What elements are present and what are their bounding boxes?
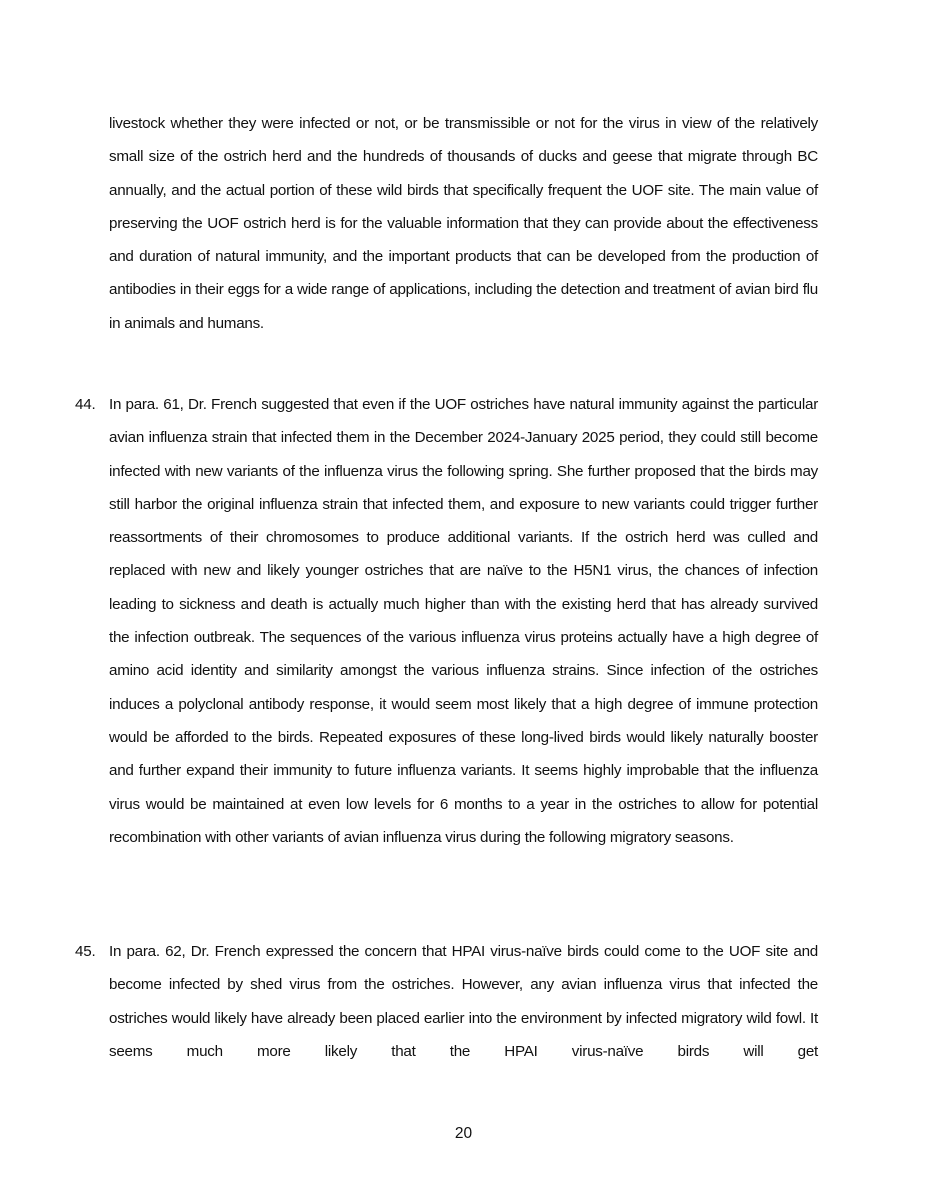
continuation-paragraph: livestock whether they were infected or not, or be transmissible or not for the virus in view of the relatively small size of the ostrich herd and the hundreds of thousands of ducks and geese that migrate through BC annually, and the actual portion of these wild birds that specifically frequent the UOF site. The main value of preserving the UOF ostrich herd is for the valuable information that they can provide about the effectiveness and duration of natural immunity, and the important products that can be developed from the production of antibodies in their eggs for a wide range of applications, including the detection and treatment of avian bird flu in animals and humans. [109, 115, 818, 332]
paragraph-number-45: 45. [75, 943, 96, 960]
paragraph-45: In para. 62, Dr. French expressed the concern that HPAI virus-naïve birds could come to the UOF site and become infected by shed virus from the ostriches. However, any avian influenza virus that infected the ostriches would likely have already been placed earlier into the environment by infected migratory wild fowl. It seems much more likely that the HPAI virus-naïve birds will get [109, 943, 818, 1060]
page-number: 20 [454, 1125, 473, 1142]
paragraph-number-44: 44. [75, 396, 96, 413]
paragraph-44: In para. 61, Dr. French suggested that even if the UOF ostriches have natural immunity against the particular avian influenza strain that infected them in the December 2024-January 2025 period, they could still become infected with new variants of the influenza virus the following spring. She further proposed that the birds may still harbor the original influenza strain that infected them, and exposure to new variants could trigger further reassortments of their chromosomes to produce additional variants. If the ostrich herd was culled and replaced with new and likely younger ostriches that are naïve to the H5N1 virus, the chances of infection leading to sickness and death is actually much higher than with the existing herd that has already survived the infection outbreak. The sequences of the various influenza virus proteins actually have a high degree of amino acid identity and similarity amongst the various influenza strains. Since infection of the ostriches induces a polyclonal antibody response, it would seem most likely that a high degree of immune protection would be afforded to the birds. Repeated exposures of these long-lived birds would likely naturally booster and further expand their immunity to future influenza variants. It seems highly improbable that the influenza virus would be maintained at even low levels for 6 months to a year in the ostriches to allow for potential recombination with other variants of avian influenza virus during the following migratory seasons. [109, 396, 818, 846]
